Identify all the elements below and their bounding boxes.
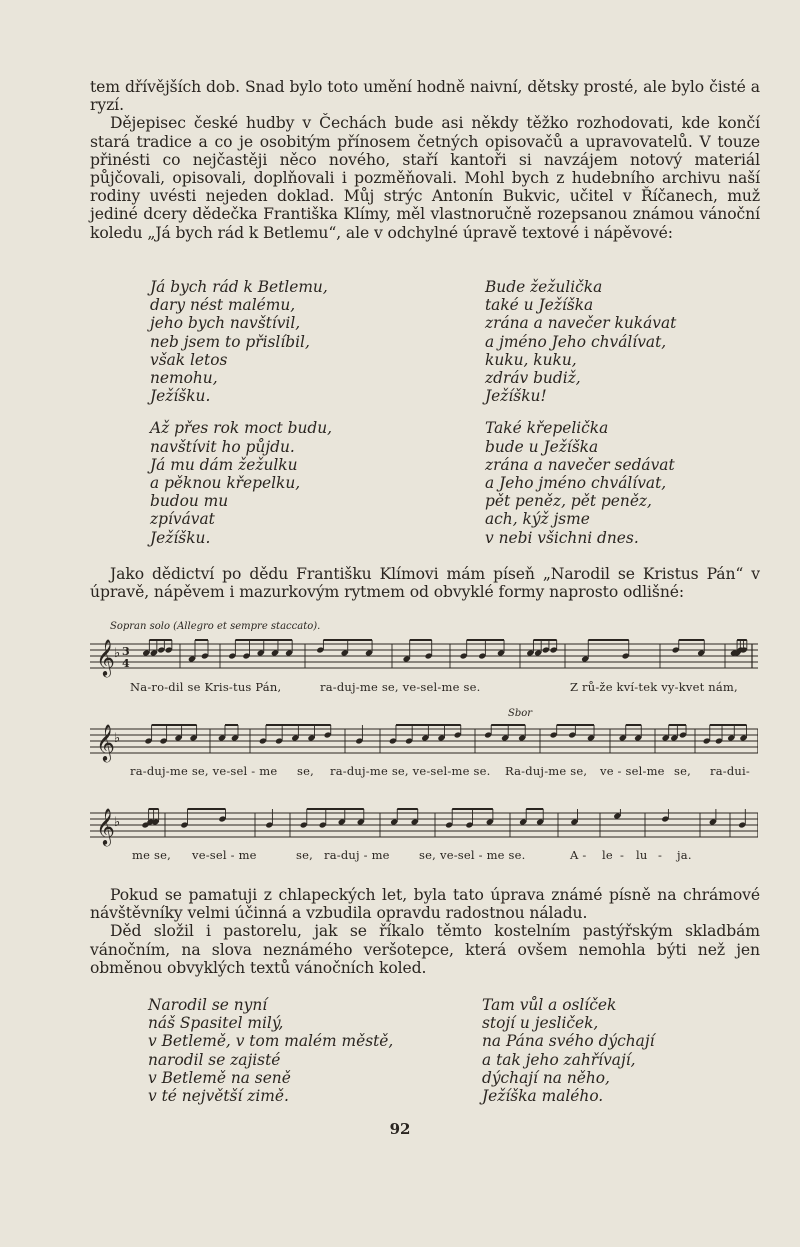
poem2-right-line: Tam vůl a oslíček [482, 996, 617, 1014]
poem1-left2-line: Až přes rok moct budu, [150, 419, 333, 438]
intro-text [90, 78, 760, 242]
poem1-right-line: a jméno Jeho chválívat, [485, 332, 667, 351]
tempo-marking: Sopran solo (Allegro et sempre staccato). [110, 621, 321, 632]
poem1-left2-line: budou mu [150, 492, 229, 511]
lyric-3f: ve-sel - me se. [440, 848, 526, 862]
music-staff-1 [90, 634, 758, 684]
paragraph-4: Pokud se pamatuji z chlapeckých let, byla tato úprava známé písně na chrámové návštěvníky velmi účinná a vzbudila opravdu radostnou náladu. [90, 886, 760, 923]
song-intro-text [90, 565, 760, 601]
lyric-3k: - [658, 848, 663, 862]
poem1-left2-line: Ježíšku. [150, 528, 211, 547]
poem1-left2-line: a pěknou křepelku, [150, 474, 301, 493]
poem2-left-line: v Betlemě na seně [148, 1068, 291, 1087]
music-staff-2 [90, 719, 758, 769]
lyric-3d: ra-duj - me [324, 848, 390, 862]
lyric-3j: lu [636, 848, 648, 862]
chorus-marking: Sbor [508, 708, 533, 719]
poem1-right2-line: Také křepelička [485, 419, 609, 438]
page-number: 92 [389, 1120, 411, 1138]
poem1-right-line: Ježíšku! [485, 387, 547, 406]
paragraph-5: Děd složil i pastorelu, jak se říkalo těmto kostelním pastýřským skladbám vánočním, na slova neznámého veršotepce, která ovšem nemohla býti než jen obměnou obvyklých textů vánočních koled. [90, 922, 760, 977]
poem1-right-line: zdráv budiž, [485, 369, 581, 388]
music-staff-3 [90, 803, 758, 853]
treble-clef-icon: 𝄞 [96, 807, 115, 845]
poem1-left-line: nemohu, [150, 369, 218, 388]
poem2-right-line: a tak jeho zahřívají, [482, 1050, 636, 1069]
lyric-2g: ra-dui- [710, 764, 750, 778]
treble-clef-icon: 𝄞 [96, 723, 115, 761]
poem1-left-line: Já bych rád k Betlemu, [150, 278, 328, 296]
poem2-left-line: Narodil se nyní [148, 996, 268, 1014]
flat-icon: ♭ [114, 731, 121, 746]
lyric-1c: Z rů-že kví-tek vy-kvet nám, [570, 680, 738, 694]
paragraph-1: tem dřívějších dob. Snad bylo toto umění hodně naivní, dětsky prosté, ale bylo čisté a ryzí. [90, 78, 760, 115]
poem1-right-line: Bude žežulička [485, 278, 603, 296]
lyric-2b: se, [297, 764, 314, 778]
lyric-2c: ra-duj-me se, ve-sel-me se. [330, 764, 491, 778]
lyric-3c: se, [296, 848, 313, 862]
poem2-left-line: v té největší zimě. [148, 1087, 289, 1106]
treble-clef-icon: 𝄞 [96, 638, 115, 676]
poem1-left-column [150, 278, 332, 547]
poem1-left-line: neb jsem to přislíbil, [150, 332, 310, 351]
poem1-right2-line: ach, kýž jsme [485, 510, 590, 529]
poem1-left2-line: navštívit ho půjdu. [150, 437, 295, 456]
poem1-right2-line: zrána a navečer sedávat [485, 455, 675, 474]
poem1-left-line: Ježíšku. [150, 387, 211, 406]
lyric-1a: Na-ro-dil se Kris-tus Pán, [130, 680, 282, 694]
poem1-left2-line: Já mu dám žežulku [150, 455, 298, 474]
lyric-2f: se, [674, 764, 691, 778]
poem2-left-line: narodil se zajisté [148, 1050, 281, 1069]
poem2-right-line: stojí u jesliček, [482, 1014, 599, 1033]
poem1-right2-line: pět peněz, pět peněz, [485, 492, 652, 511]
poem2-right-line: dýchají na něho, [482, 1068, 610, 1087]
lyric-3a: me se, [132, 848, 171, 862]
poem1-right2-line: bude u Ježíška [485, 437, 599, 456]
poem2-left-line: v Betlemě, v tom malém městě, [148, 1032, 394, 1051]
lyric-2a: ra-duj-me se, ve-sel - me [130, 764, 278, 778]
poem1-right-line: také u Ježíška [485, 296, 594, 315]
poem1-left2-line: zpívávat [150, 510, 215, 529]
closing-text [90, 886, 760, 977]
time-signature: 3 [122, 645, 130, 658]
lyric-3b: ve-sel - me [192, 848, 257, 862]
poem2-right-line: Ježíška malého. [482, 1087, 604, 1106]
poem2-left-line: náš Spasitel milý, [148, 1014, 284, 1033]
poem1-right-column [485, 278, 676, 547]
poem1-left-line: dary nést malému, [150, 296, 296, 315]
time-signature: 4 [122, 657, 130, 670]
flat-icon: ♭ [114, 815, 121, 830]
paragraph-2: Dějepisec české hudby v Čechách bude asi někdy těžko rozhodovati, kde končí stará tradice a co je osobitým přínosem četných opisovačů a upravovatelů. V touze přinésti co nejčastěji něco nového, staří kantoři si navzájem notový materiál půjčovali, opisovali, doplňovali i pozměňovali. Mohl bych z hudebního archivu naší rodiny uvésti nejeden doklad. Můj strýc Antonín Bukvic, učitel v Říčanech, muž jediné dcery dědečka Františka Klímy, měl vlastnoručně rozepsanou známou vánoční koledu „Já bych rád k Betlemu“, ale v odchylné úpravě textové i nápěvové: [90, 114, 760, 242]
lyric-3l: ja. [677, 848, 692, 862]
paragraph-3: Jako dědictví po dědu Františku Klímovi mám píseň „Narodil se Kristus Pán“ v úpravě, nápěvem i mazurkovým rytmem od obvyklé formy naprosto odlišné: [90, 565, 760, 602]
poem2-right-line: na Pána svého dýchají [482, 1032, 655, 1051]
lyric-2d: Ra-duj-me se, [505, 764, 588, 778]
lyric-3e: se, [419, 848, 436, 862]
poem2-right-column [482, 996, 655, 1105]
poem1-right-line: zrána a navečer kukávat [485, 314, 677, 333]
lyric-3g: A - [570, 848, 587, 862]
poem1-left-line: jeho bych navštívil, [150, 314, 301, 333]
poem1-left-line: však letos [150, 350, 228, 369]
poem1-right-line: kuku, kuku, [485, 350, 577, 369]
poem1-right2-line: a Jeho jméno chválívat, [485, 474, 667, 493]
lyric-2e: ve - sel-me [600, 764, 665, 778]
flat-icon: ♭ [114, 646, 121, 661]
poem1-right2-line: v nebi všichni dnes. [485, 528, 639, 547]
poem2-left-column [148, 996, 393, 1105]
lyric-3i: - [620, 848, 625, 862]
lyric-1b: ra-duj-me se, ve-sel-me se. [320, 680, 481, 694]
lyric-3h: le [602, 848, 613, 862]
